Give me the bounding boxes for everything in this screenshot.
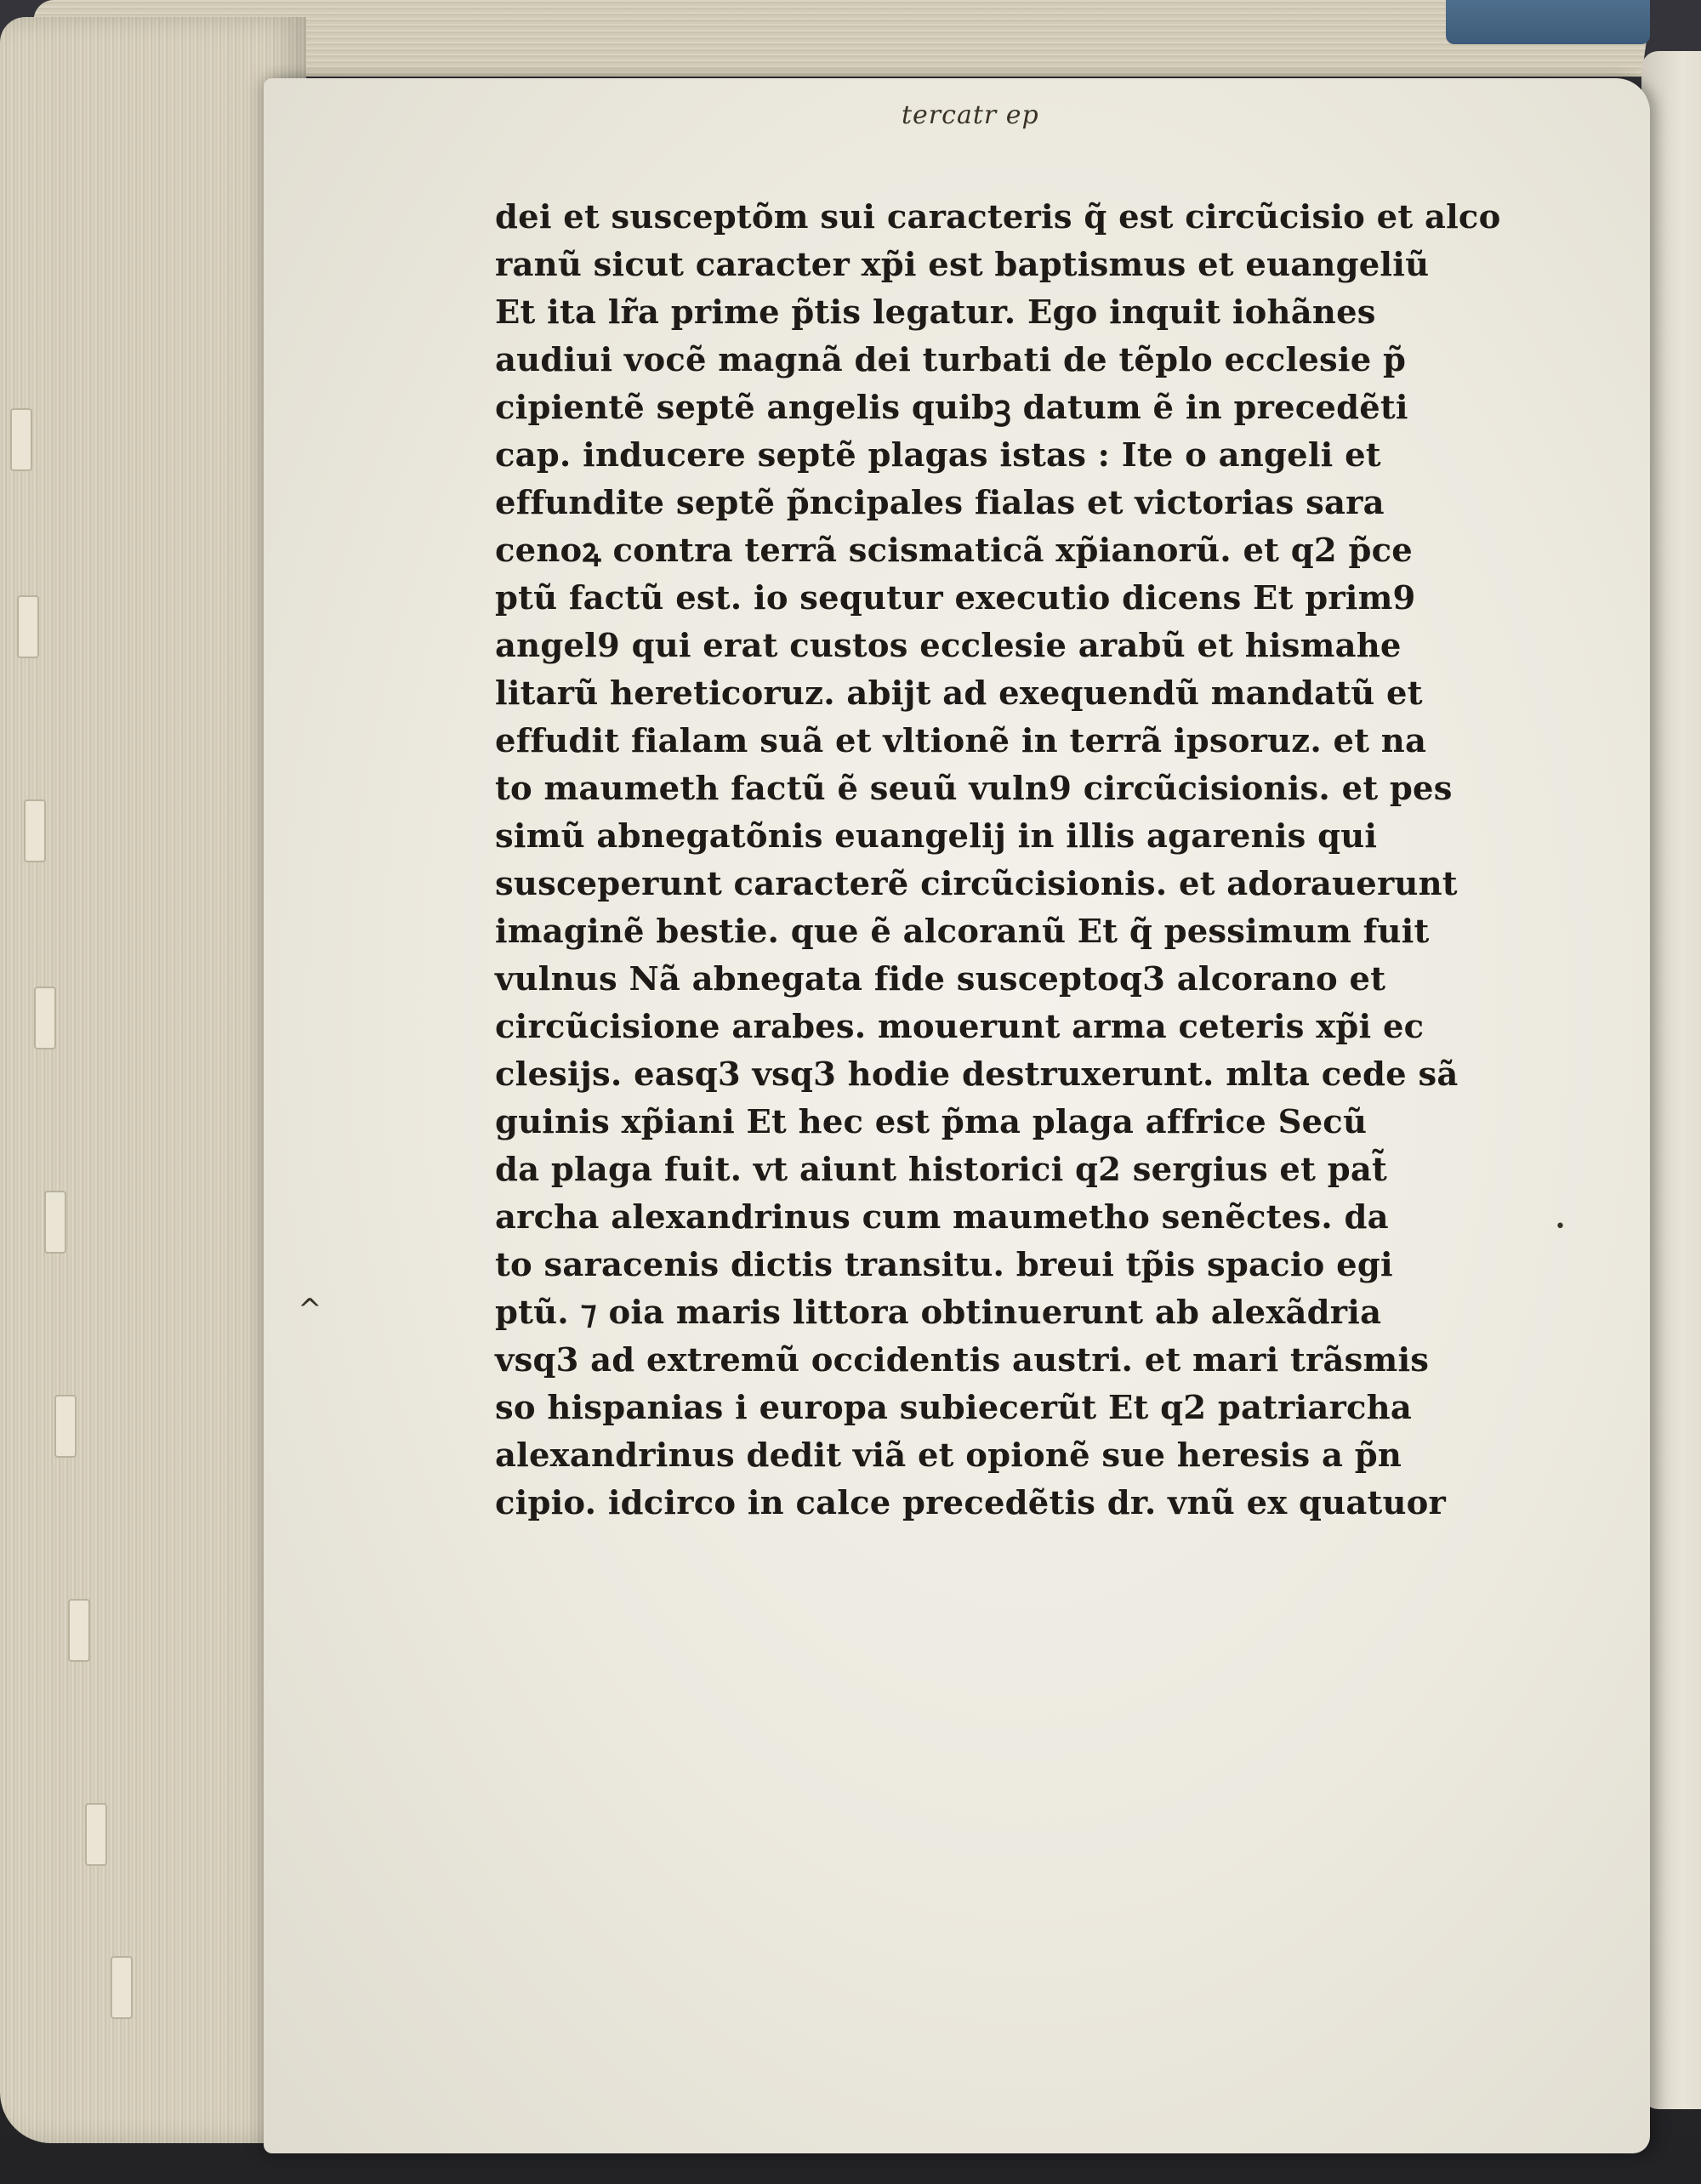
- facing-page-edge: [1641, 51, 1701, 2109]
- page-tab: [10, 408, 32, 471]
- text-line: archa alexandrinus cum maumetho senẽctes. da: [495, 1198, 1389, 1237]
- text-line: imaginẽ bestie. que ẽ alcoranũ Et q̃ pessimum fuit: [495, 913, 1430, 951]
- text-line: vulnus Nã abnegata fide susceptoq3 alcorano et: [495, 960, 1386, 998]
- page-tab: [54, 1395, 77, 1458]
- left-page-edges: [0, 17, 306, 2143]
- text-line: guinis xp̃iani Et hec est p̃ma plaga affrice Secũ: [495, 1103, 1368, 1141]
- bookmark-ribbon: [1446, 0, 1650, 44]
- text-line: da plaga fuit. vt aiunt historici q2 sergius et pat̃: [495, 1151, 1387, 1189]
- margin-caret-mark: ^: [298, 1293, 322, 1327]
- text-line: so hispanias i europa subiecerũt Et q2 patriarcha: [495, 1389, 1413, 1427]
- text-line: cipientẽ septẽ angelis quibꝫ datum ẽ in precedẽti: [495, 389, 1408, 427]
- text-line: angel9 qui erat custos ecclesie arabũ et hismahe: [495, 627, 1402, 665]
- text-line: audiui vocẽ magnã dei turbati de tẽplo ecclesie p̃: [495, 341, 1407, 379]
- text-line: to saracenis dictis transitu. breui tp̃is spacio egi: [495, 1246, 1393, 1284]
- text-column: [495, 194, 1499, 1527]
- text-line: cipio. idcirco in calce precedẽtis dr. vnũ ex quatuor: [495, 1484, 1447, 1522]
- margin-dot-mark: •: [1555, 1216, 1566, 1237]
- page-tab: [85, 1803, 107, 1866]
- text-line: Et ita lr̃a prime p̃tis legatur. Ego inquit iohãnes: [495, 293, 1376, 332]
- page-tab: [34, 987, 56, 1049]
- text-line: effundite septẽ p̃ncipales fialas et victorias sara: [495, 484, 1385, 522]
- page-tab: [17, 595, 39, 658]
- marginal-note: tercatr ep: [902, 100, 1039, 130]
- text-line: effudit fialam suã et vltionẽ in terrã ipsoruz. et na: [495, 722, 1427, 760]
- text-line: ranũ sicut caracter xp̃i est baptismus et euangeliũ: [495, 246, 1430, 284]
- text-line: susceperunt caracterẽ circũcisionis. et adorauerunt: [495, 865, 1458, 903]
- text-line: ptũ. ⁊ oia maris littora obtinuerunt ab alexãdria: [495, 1294, 1382, 1332]
- page-tab: [24, 799, 46, 862]
- text-line: cap. inducere septẽ plagas istas : Ite o angeli et: [495, 436, 1381, 475]
- text-line: litarũ hereticoruz. abijt ad exequendũ mandatũ et: [495, 674, 1423, 713]
- text-line: alexandrinus dedit viã et opionẽ sue heresis a p̃n: [495, 1436, 1402, 1475]
- text-line: cenoꝝ contra terrã scismaticã xp̃ianorũ. et q2 p̃ce: [495, 532, 1413, 570]
- text-line: ptũ factũ est. io sequtur executio dicens Et prim9: [495, 579, 1416, 617]
- page-tab: [111, 1956, 133, 2019]
- text-line: dei et susceptõm sui caracteris q̃ est circũcisio et alco: [495, 198, 1501, 236]
- text-line: circũcisione arabes. mouerunt arma ceteris xp̃i ec: [495, 1008, 1425, 1046]
- page-tab: [68, 1599, 90, 1662]
- text-line: vsq3 ad extremũ occidentis austri. et mari trãsmis: [495, 1341, 1430, 1379]
- text-line: clesijs. easq3 vsq3 hodie destruxerunt. mlta cede sã: [495, 1055, 1459, 1094]
- text-line: simũ abnegatõnis euangelij in illis agarenis qui: [495, 817, 1378, 856]
- text-line: to maumeth factũ ẽ seuũ vuln9 circũcisionis. et pes: [495, 770, 1453, 808]
- page-tab: [44, 1191, 66, 1254]
